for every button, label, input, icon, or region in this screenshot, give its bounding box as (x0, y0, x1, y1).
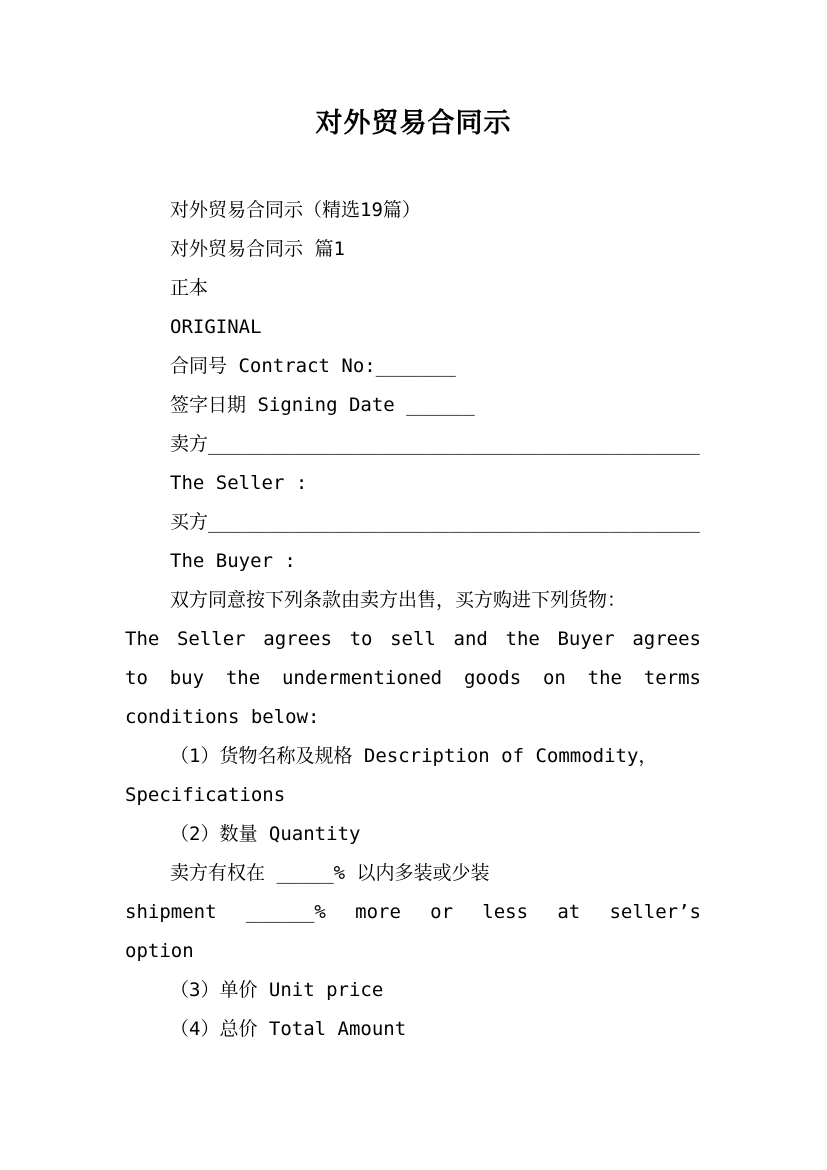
text-line: （2）数量 Quantity (170, 823, 361, 845)
text-line: 对外贸易合同示 篇1 (170, 238, 345, 260)
text-line: 买方___________________________________________ (170, 511, 700, 533)
text-line: （4）总价 Total Amount (170, 1018, 407, 1040)
text-line: to buy the undermentioned goods on the terms (125, 667, 701, 689)
text-line: Specifications (125, 784, 286, 806)
text-line: The Seller : (170, 472, 308, 494)
text-line: （3）单价 Unit price (170, 979, 384, 1001)
text-line: 签字日期 Signing Date ______ (170, 394, 475, 416)
text-line: 合同号 Contract No:_______ (170, 355, 456, 377)
text-line: 卖方___________________________________________ (170, 433, 700, 455)
document-title: 对外贸易合同示 (315, 108, 512, 139)
text-line: conditions below: (125, 706, 320, 728)
text-line: 正本 (170, 277, 209, 299)
text-line: The Seller agrees to sell and the Buyer agrees (125, 628, 701, 650)
text-line: shipment ______% more or less at seller’s (125, 901, 701, 923)
text-line: option (125, 940, 194, 962)
text-line: 卖方有权在 _____% 以内多装或少装 (170, 862, 490, 884)
text-line: （1）货物名称及规格 Description of Commodity， (170, 745, 658, 767)
text-line: 双方同意按下列条款由卖方出售，买方购进下列货物： (170, 589, 627, 611)
text-line: ORIGINAL (170, 316, 262, 338)
text-line: The Buyer : (170, 550, 296, 572)
text-line: 对外贸易合同示（精选19篇） (170, 199, 421, 221)
